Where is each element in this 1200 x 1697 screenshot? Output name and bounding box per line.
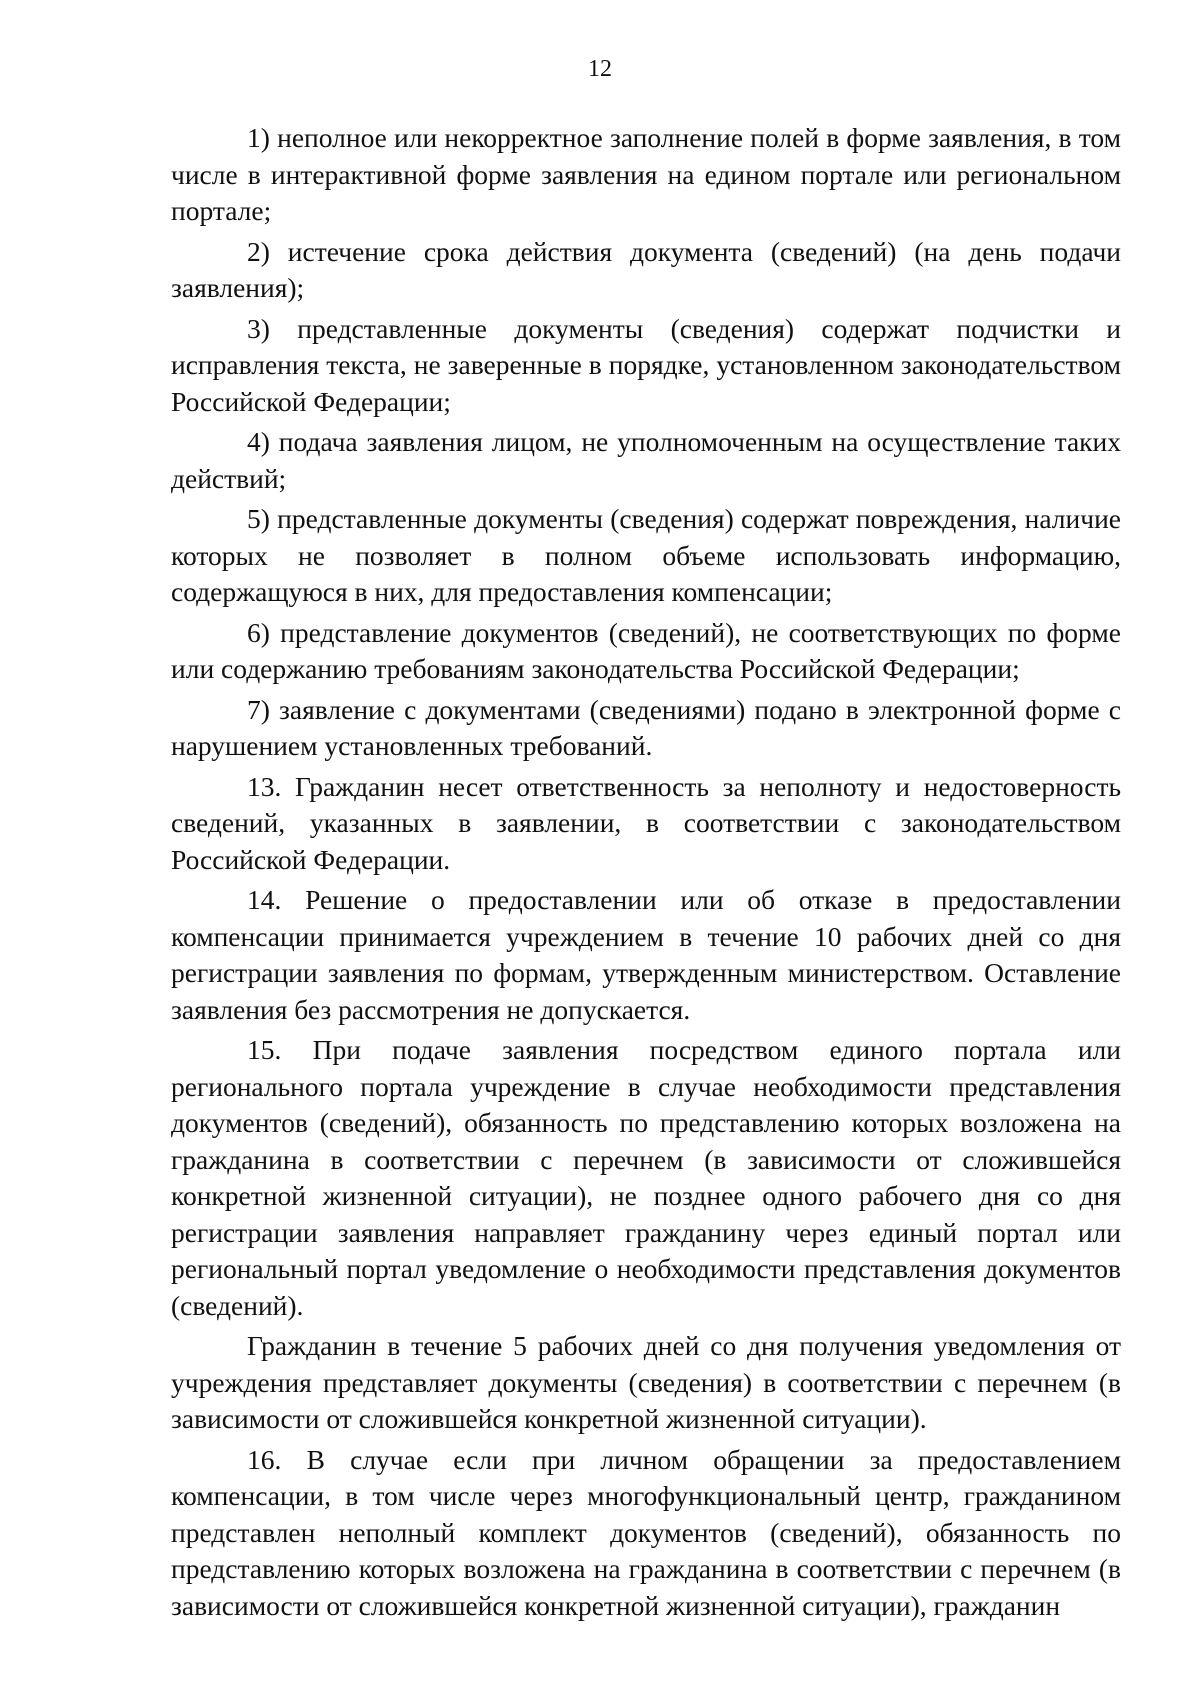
paragraph-section-13: 13. Гражданин несет ответственность за неполноту и недостоверность сведений, указанных в заявлении, в соответствии с законодательством Российской Федерации. [171, 770, 1121, 875]
paragraph-item-1: 1) неполное или некорректное заполнение полей в форме заявления, в том числе в интерактивной форме заявления на едином портале или региональном портале; [171, 122, 1121, 226]
paragraph-section-14: 14. Решение о предоставлении или об отказе в предоставлении компенсации принимается учреждением в течение 10 рабочих дней со дня регистрации заявления по формам, утвержденным министерством. Оставление заявления без рассмотрения не допускается. [171, 884, 1121, 1025]
paragraph-item-2: 2) истечение срока действия документа (сведений) (на день подачи заявления); [171, 235, 1121, 303]
paragraph-item-6: 6) представление документов (сведений), не соответствующих по форме или содержанию требованиям законодательства Российской Федерации; [171, 616, 1121, 684]
paragraph-item-4: 4) подача заявления лицом, не уполномоченным на осуществление таких действий; [171, 426, 1121, 494]
paragraph-section-15: 15. При подаче заявления посредством единого портала или регионального портала учреждение в случае необходимости представления документов (сведений), обязанность по представлению которых возложена на гражданина в соответствии с перечнем (в зависимости от сложившейся конкретной жизненной ситуации), не позднее одного рабочего дня со дня регистрации заявления направляет гражданину через единый портал или региональный портал уведомление о необходимости представления документов (сведений). [171, 1034, 1121, 1321]
page-number: 12 [588, 56, 612, 82]
paragraph-section-15-continued: Гражданин в течение 5 рабочих дней со дня получения уведомления от учреждения представляет документы (сведения) в соответствии с перечнем (в зависимости от сложившейся конкретной жизненной ситуации). [171, 1330, 1121, 1434]
paragraph-section-16: 16. В случае если при личном обращении за предоставлением компенсации, в том числе через многофункциональный центр, гражданином представлен неполный комплект документов (сведений), обязанность по представлению которых возложена на гражданина в соответствии с перечнем (в зависимости от сложившейся конкретной жизненной ситуации), гражданин [171, 1443, 1121, 1621]
document-body [171, 120, 1121, 1628]
paragraph-item-7: 7) заявление с документами (сведениями) подано в электронной форме с нарушением установленных требований. [171, 693, 1121, 761]
paragraph-item-5: 5) представленные документы (сведения) содержат повреждения, наличие которых не позволяет в полном объеме использовать информацию, содержащуюся в них, для предоставления компенсации; [171, 503, 1121, 607]
paragraph-item-3: 3) представленные документы (сведения) содержат подчистки и исправления текста, не заверенные в порядке, установленном законодательством Российской Федерации; [171, 312, 1121, 417]
